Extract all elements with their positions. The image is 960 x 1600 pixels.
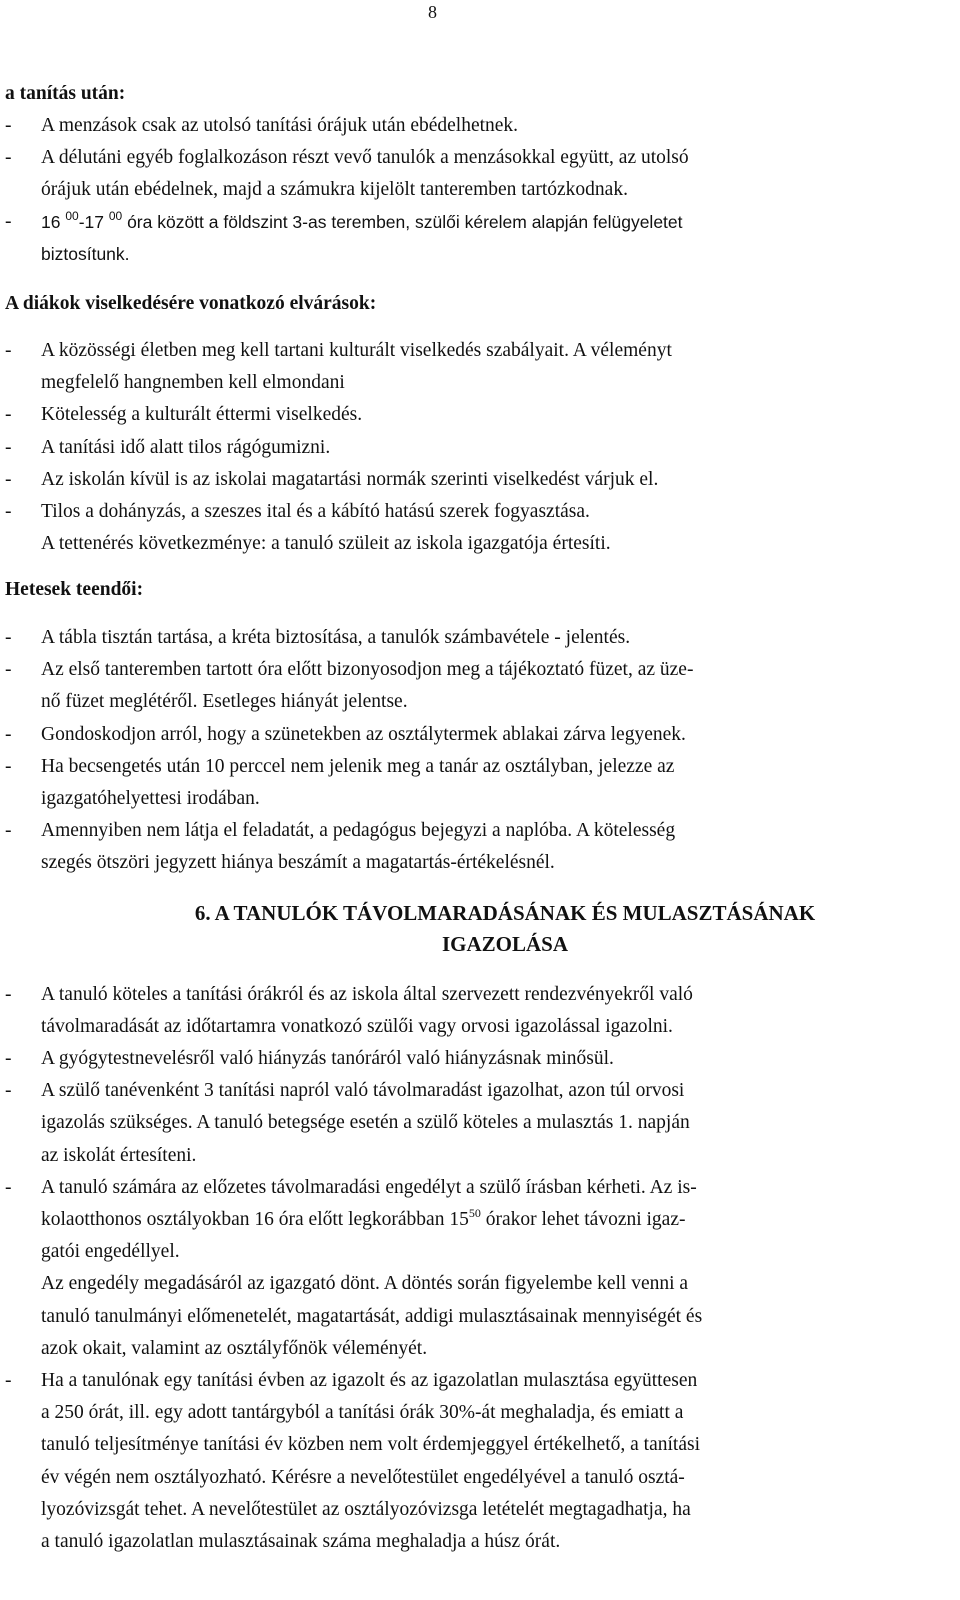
list-item: - Ha becsengetés után 10 perccel nem jelenik meg a tanár az osztályban, jelezze az igazgatóhelyettesi irodában. [5,751,943,815]
list-item: Az engedély megadásáról az igazgató dönt. A döntés során figyelembe kell venni a tanuló tanulmányi előmenetelét, magatartását, addigi mulasztásainak mennyiségét és azok okait, valamint az osztályfőnök véleményét. [41,1273,703,1359]
leave-time-line: kolaotthonos osztályokban 16 óra előtt legkorábban $15^{50}$ órakor lehet távozni igaz- [41,1205,686,1230]
list-item: - Kötelesség a kulturált éttermi viselkedés. [5,399,943,431]
list-item: - Amennyiben nem látja el feladatát, a pedagógus bejegyzi a naplóba. A kötelesség szegés ötszöri jegyzett hiánya beszámít a magatartás-értékelésnél. [5,815,943,879]
list-item: - Az iskolán kívül is az iskolai magatartási normák szerinti viselkedést várjuk el. [5,464,943,496]
list-item: - A közösségi életben meg kell tartani kulturált viselkedés szabályait. A véleményt megfelelő hangnemben kell elmondani [5,335,943,399]
section-heading-behavior: A diákok viselkedésére vonatkozó elvárások: [5,292,377,314]
list-item: - A gyógytestnevelésről való hiányzás tanóráról való hiányzásnak minősül. [5,1043,943,1075]
list-item: - A tanuló számára az előzetes távolmaradási engedélyt a szülő írásban kérheti. Az is- kolaotthonos osztályokban 16 óra előtt legkorábban $15^{50}$ órakor lehet távozni igaz- gatói engedéllyel. [5,1172,943,1269]
list-item: - A tanuló köteles a tanítási órákról és az iskola által szervezett rendezvényekről való távolmaradását az időtartamra vonatkozó szülői vagy orvosi igazolással igazolni. [5,979,943,1043]
document-body [5,78,943,1558]
behavior-list [5,335,943,560]
list-item: A tettenérés következménye: a tanuló szüleit az iskola igazgatója értesíti. [41,533,611,555]
list-item: - Az első tanteremben tartott óra előtt bizonyosodjon meg a tájékoztató füzet, az üze- nő füzet meglétéről. Esetleges hiányát jelentse. [5,654,943,718]
after-class-list [5,110,943,271]
list-item: - A délutáni egyéb foglalkozáson részt vevő tanulók a menzásokkal együtt, az utolsó órájuk után ebédelnek, majd a számukra kijelölt tanteremben tartózkodnak. [5,142,943,206]
duty-list [5,622,943,880]
list-item: - Tilos a dohányzás, a szeszes ital és a kábító hatású szerek fogyasztása. [5,496,943,528]
list-item: - A menzások csak az utolsó tanítási órájuk után ebédelhetnek. [5,110,943,142]
supervision-time-line: - 16 $^{00}$-17 $^{00}$ óra között a földszint 3-as teremben, szülői kérelem alapján felügyeletet [41,209,683,233]
section-heading-after-class: a tanítás után: [5,83,126,104]
absence-list [5,979,943,1559]
list-item: - 16 $^{00}$-17 $^{00}$ óra között a földszint 3-as teremben, szülői kérelem alapján felügyeletet biztosítunk. [5,206,943,270]
list-item: - A tanítási idő alatt tilos rágógumizni. [5,432,943,464]
list-item: - Gondoskodjon arról, hogy a szünetekben az osztálytermek ablakai zárva legyenek. [5,719,943,751]
page-number: 8 [428,2,437,22]
chapter-title: 6. A TANULÓK TÁVOLMARADÁSÁNAK ÉS MULASZTÁSÁNAK IGAZOLÁSA [194,900,816,957]
list-item: - A szülő tanévenként 3 tanítási napról való távolmaradást igazolhat, azon túl orvosi igazolás szükséges. A tanuló betegsége esetén a szülő köteles a mulasztás 1. napján az iskolát értesíteni. [5,1075,943,1172]
section-heading-duty: Hetesek teendői: [5,579,144,601]
list-item: - Ha a tanulónak egy tanítási évben az igazolt és az igazolatlan mulasztása együttesen a 250 órát, ill. egy adott tantárgyból a tanítási órák 30%-át meghaladja, és emiatt a tanuló teljesítménye tanítási év közben nem volt érdemjeggyel értékelhető, a tanítási év végén nem osztályozható. Kérésre a nevelőtestület engedélyével a tanuló osztá- lyozóvizsgát tehet. A nevelőtestület az osztályozóvizsga letételét megtagadhatja, ha a tanuló igazolatlan mulasztásainak száma meghaladja a húsz órát. [5,1365,943,1558]
list-item: - A tábla tisztán tartása, a kréta biztosítása, a tanulók számbavétele - jelentés. [5,622,943,654]
